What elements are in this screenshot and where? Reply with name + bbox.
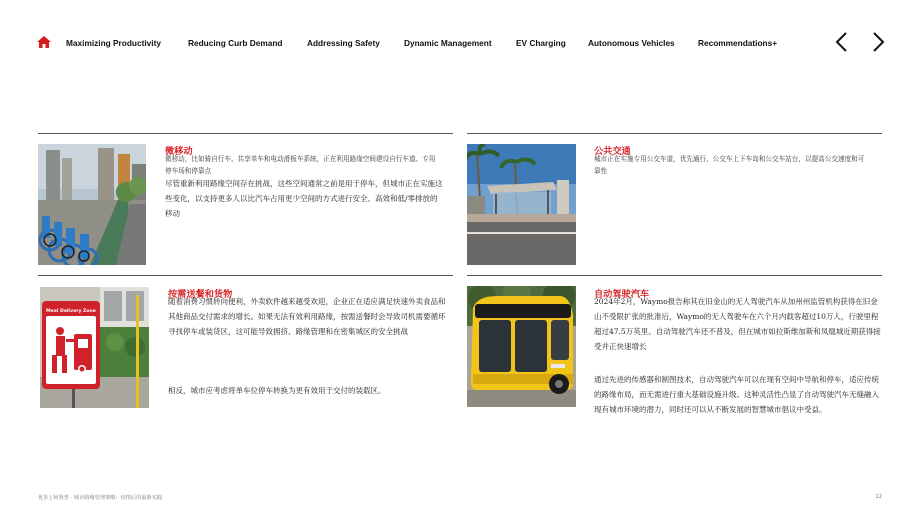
nav-item-ev-charging[interactable]: EV Charging	[516, 38, 566, 48]
divider	[467, 133, 882, 134]
card-title-autonomous-vehicles: 自动驾驶汽车	[594, 289, 650, 300]
card-title-public-transit: 公共交通	[594, 146, 631, 157]
nav-item-addressing-safety[interactable]: Addressing Safety	[307, 38, 380, 48]
nav-item-autonomous-vehicles[interactable]: Autonomous Vehicles	[588, 38, 675, 48]
page-number: 12	[875, 494, 882, 500]
card-title-micromobility: 微移动	[165, 146, 193, 157]
nav-item-recommendations[interactable]: Recommendations+	[698, 38, 778, 48]
chevron-left-icon[interactable]	[833, 31, 851, 53]
card-intro-public-transit: 城市正在实施专用公交车道，优先通行，公交车上下车岛和公交车站台，以提高公交速度和可靠性	[594, 155, 865, 175]
autonomous-shuttle-photo	[467, 286, 576, 407]
nav-item-reducing-curb-demand[interactable]: Reducing Curb Demand	[188, 38, 283, 48]
chevron-right-icon[interactable]	[869, 31, 887, 53]
divider	[38, 275, 453, 276]
card-body-micromobility: 尽管重新利用路缘空间存在挑战，这些空间通常之前是用于停车，但城市正在实施这些变化，以支持更多人以比汽车占用更少空间的方式进行安全、高效和低/零排放的移动	[165, 179, 443, 218]
footer-text: 优步 | 阿鲁普 · 城市路缘管理策略：疫情后的最新实践	[38, 495, 163, 501]
nav-item-maximizing-productivity[interactable]: Maximizing Productivity	[66, 38, 161, 48]
nav-item-dynamic-management[interactable]: Dynamic Management	[404, 38, 492, 48]
svg-text:Meal Delivery Zone: Meal Delivery Zone	[46, 309, 96, 314]
home-icon[interactable]	[37, 36, 51, 48]
card-body-autonomous-vehicles: 2024年2月，Waymo报告称其在旧金山的无人驾驶汽车从加州州监管机构获得在旧金山不受限扩张的批准后，Waymo的无人驾驶车在六个月内载客超过10万人，行驶里程超过47.5万英里。自动驾驶汽车还不普及，但在城市如拉斯维加斯和凤凰城近期获得接受并正快速增长	[594, 297, 881, 351]
bus-stop-photo	[467, 144, 576, 265]
top-nav	[0, 0, 920, 86]
delivery-zone-photo	[40, 287, 149, 408]
card-body2-autonomous-vehicles: 通过先进的传感器和制图技术，自动驾驶汽车可以在现有空间中导航和停车，适应传统的路缘布局，而无需进行重大基础设施升级。这种灵活性凸显了自动驾驶汽车无缝融入现有城市环境的潜力，同时还可以从不断发展的智慧城市倡议中受益。	[594, 375, 879, 414]
card-intro-micromobility: 微移动，比如骑自行车、共享单车和电动滑板车系统，正在利用路缘空间建设自行车道、专用停车场和停靠点	[165, 155, 436, 175]
card-body-delivery: 随着消费习惯转向便利，外卖软件越来越受欢迎，企业正在适应满足快速外卖食品和其他商品交付需求的增长。如果无法有效利用路缘，按需送餐时会导致司机需要循环寻找停车或装货区，这可能导致拥挤、路缘管理和在密集城区的安全挑战	[168, 297, 446, 336]
card-title-delivery: 按需送餐和货物	[168, 289, 233, 300]
divider	[467, 275, 882, 276]
card-body2-delivery: 相反，城市应考虑将单车位停车转换为更有效用于交付的装载区。	[168, 386, 386, 395]
bike-share-photo	[38, 144, 146, 265]
divider	[38, 133, 453, 134]
